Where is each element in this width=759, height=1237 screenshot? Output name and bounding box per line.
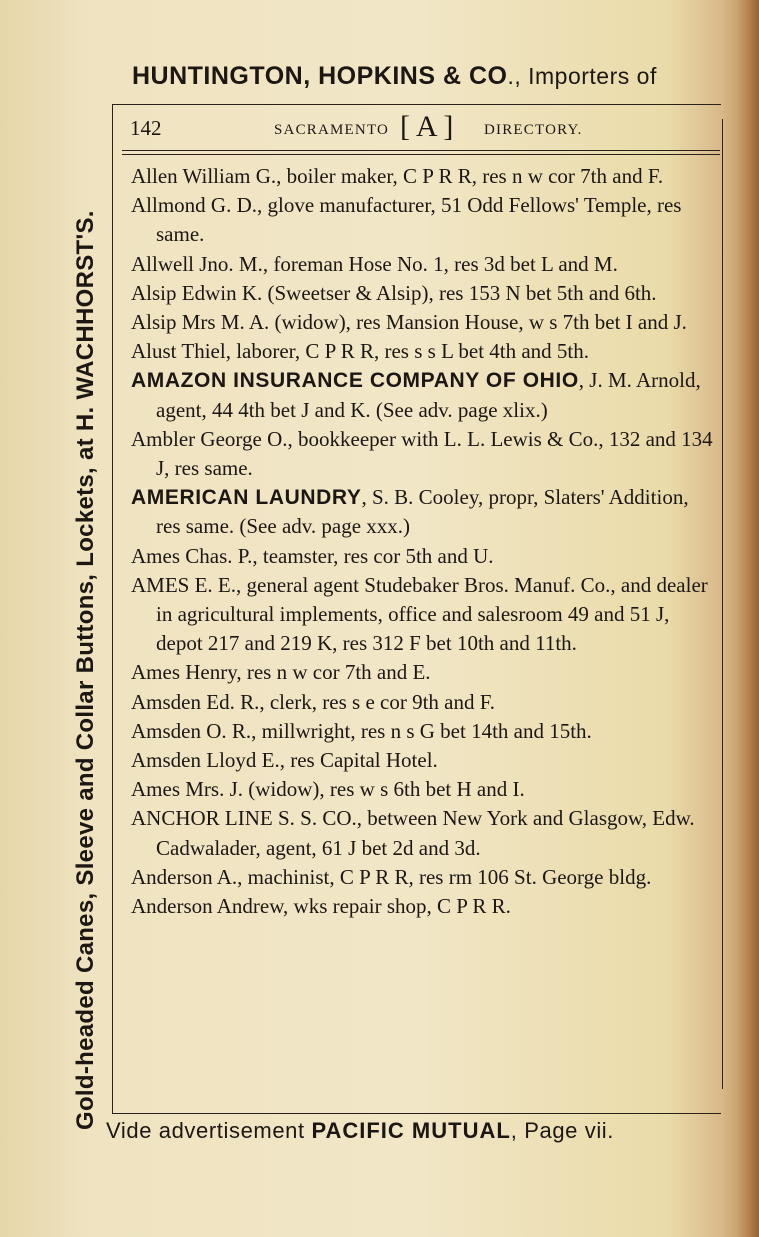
header-letter: [ A ] bbox=[400, 110, 454, 143]
entry-name: AMAZON INSURANCE COMPANY OF OHIO bbox=[131, 369, 579, 393]
entry-name: Ambler George O. bbox=[131, 426, 288, 451]
directory-entry bbox=[131, 688, 716, 717]
directory-entry bbox=[131, 863, 716, 892]
directory-entry bbox=[131, 191, 716, 249]
entry-name: Amsden Lloyd E. bbox=[131, 748, 280, 773]
entry-name: Ames Mrs. J. bbox=[131, 777, 244, 802]
directory-entry bbox=[131, 425, 716, 483]
entry-text: , between New York and Glasgow, Edw. Cadwalader, agent, 61 J bet 2d and 3d. bbox=[156, 806, 695, 860]
entry-name: Amsden Ed. R. bbox=[131, 689, 260, 714]
directory-entry bbox=[131, 658, 716, 687]
header-rule bbox=[122, 150, 720, 151]
bottom-line-pre: Vide advertisement bbox=[106, 1118, 312, 1143]
entry-name: Ames Chas. P. bbox=[131, 543, 253, 568]
entry-name: Anderson A. bbox=[131, 864, 238, 889]
directory-entry bbox=[131, 279, 716, 308]
top-banner-advertisement bbox=[132, 62, 722, 102]
directory-entry bbox=[131, 746, 716, 775]
entry-name: Allwell Jno. M. bbox=[131, 251, 263, 276]
directory-entry bbox=[131, 162, 716, 191]
bottom-line-bold: PACIFIC MUTUAL bbox=[311, 1118, 511, 1143]
directory-entries bbox=[131, 162, 716, 921]
entry-name: AMES E. E. bbox=[131, 572, 236, 597]
header-rule-thin bbox=[122, 154, 720, 155]
entry-text: , glove manufacturer, 51 Odd Fellows' Temple, res same. bbox=[156, 193, 682, 247]
entry-name: Alsip Edwin K. bbox=[131, 280, 263, 305]
entry-name: Alsip Mrs M. A. bbox=[131, 310, 270, 335]
directory-entry bbox=[131, 483, 716, 541]
header-city: SACRAMENTO bbox=[274, 122, 390, 138]
entry-text: , machinist, C P R R, res rm 106 St. George bldg. bbox=[237, 864, 652, 889]
entry-name: Alust Thiel bbox=[131, 339, 226, 364]
directory-entry bbox=[131, 775, 716, 804]
bottom-line-post: , Page vii. bbox=[510, 1118, 615, 1143]
entry-name: Anderson Andrew bbox=[131, 894, 284, 919]
header-directory: DIRECTORY. bbox=[484, 122, 583, 138]
entry-text: , laborer, C P R R, res s s L bet 4th and 5th. bbox=[225, 339, 590, 364]
running-header bbox=[130, 110, 720, 144]
entry-text: , clerk, res s e cor 9th and F. bbox=[259, 689, 495, 714]
entry-name: ANCHOR LINE S. S. CO. bbox=[131, 806, 357, 831]
directory-entry bbox=[131, 892, 716, 921]
entry-name: Allmond G. D. bbox=[131, 193, 257, 218]
directory-entry bbox=[131, 804, 716, 862]
top-banner-main: HUNTINGTON, HOPKINS & CO bbox=[132, 62, 508, 90]
entry-text: , millwright, res n s G bet 14th and 15th. bbox=[251, 718, 592, 743]
bottom-advertisement-line bbox=[106, 1118, 726, 1144]
entry-text: , foreman Hose No. 1, res 3d bet L and M. bbox=[262, 251, 618, 276]
entry-name: AMERICAN LAUNDRY bbox=[131, 486, 362, 510]
directory-entry bbox=[131, 717, 716, 746]
entry-text: (widow), res Mansion House, w s 7th bet I and J. bbox=[269, 310, 687, 335]
entry-text: (Sweetser & Alsip), res 153 N bet 5th and 6th. bbox=[262, 280, 657, 305]
directory-entry bbox=[131, 571, 716, 659]
entry-text: , bookkeeper with L. L. Lewis & Co., 132 and 134 J, res same. bbox=[156, 426, 713, 481]
side-banner-advertisement: Gold-headed Canes, Sleeve and Collar Buttons, Lockets, at H. WACHHORST'S. bbox=[72, 210, 99, 1130]
entry-text: , S. B. Cooley, propr, Slaters' Addition, res same. (See adv. page xxx.) bbox=[156, 485, 689, 539]
entry-text: (widow), res w s 6th bet H and I. bbox=[243, 777, 525, 802]
entry-text: , res n w cor 7th and E. bbox=[236, 660, 431, 685]
entry-name: Allen William G. bbox=[131, 164, 277, 188]
directory-entry bbox=[131, 250, 716, 279]
entry-name: Amsden O. R. bbox=[131, 718, 252, 743]
top-banner-tail: ., Importers of bbox=[507, 63, 657, 89]
directory-entry bbox=[131, 337, 716, 366]
directory-entry bbox=[131, 308, 716, 337]
page-number: 142 bbox=[130, 116, 162, 140]
entry-text: , general agent Studebaker Bros. Manuf. Co., and dealer in agricultural implements, office and salesroom 49 and 51 J, depot 217 and 219 K, res 312 F bet 10th and 11th. bbox=[156, 572, 708, 656]
directory-entry bbox=[131, 366, 716, 424]
entry-text: , J. M. Arnold, agent, 44 4th bet J and K. (See adv. page xlix.) bbox=[156, 368, 701, 422]
directory-entry bbox=[131, 542, 716, 571]
entry-text: , teamster, res cor 5th and U. bbox=[252, 543, 494, 568]
entry-name: Ames Henry bbox=[131, 660, 237, 685]
entry-text: , wks repair shop, C P R R. bbox=[283, 894, 511, 919]
spine-shadow bbox=[737, 0, 759, 1237]
entry-text: , res Capital Hotel. bbox=[279, 748, 438, 773]
entry-text: , boiler maker, C P R R, res n w cor 7th and F. bbox=[276, 164, 664, 188]
